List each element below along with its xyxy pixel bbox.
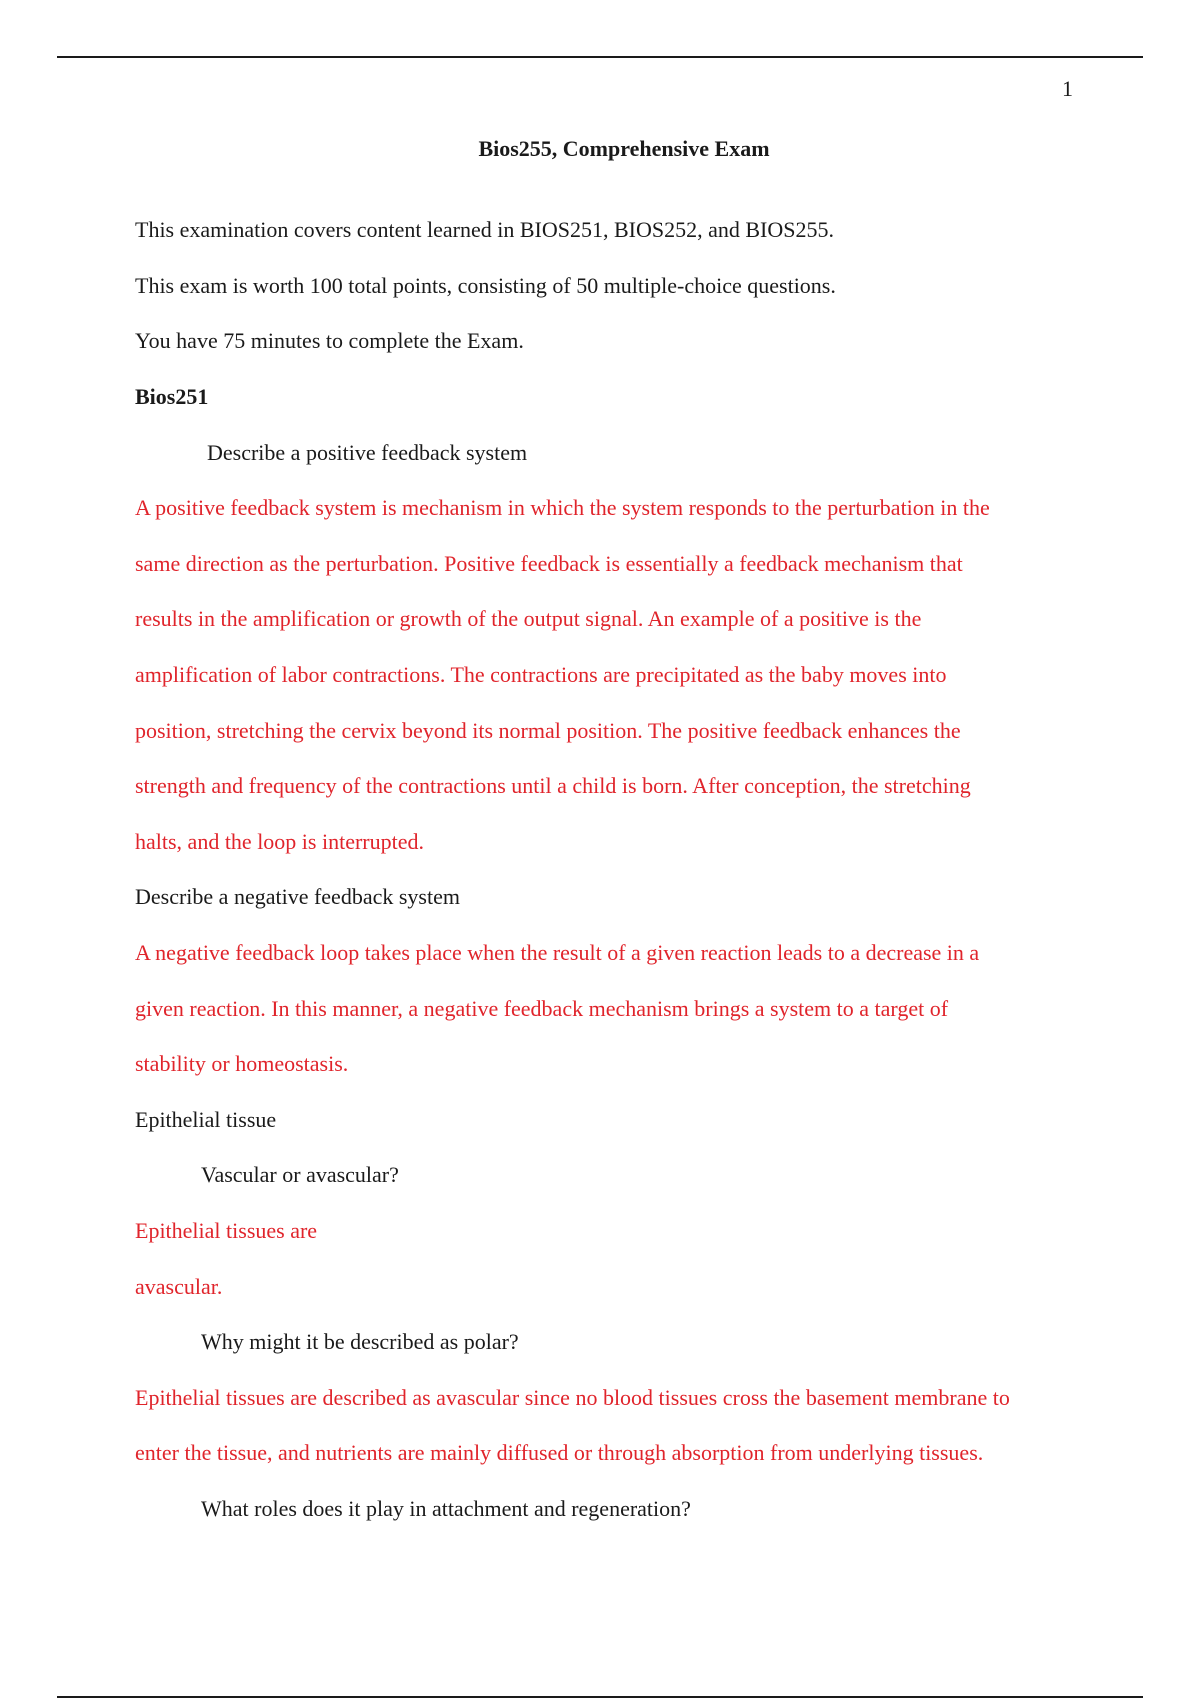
answer-line: enter the tissue, and nutrients are mainly diffused or through absorption from underlying tissues.	[135, 1440, 984, 1465]
answer-line: avascular.	[135, 1274, 223, 1299]
document-title: Bios255, Comprehensive Exam	[478, 136, 770, 161]
question-negative-feedback: Describe a negative feedback system	[135, 884, 460, 909]
question-vascular: Vascular or avascular?	[201, 1162, 399, 1187]
page-number: 1	[1062, 76, 1073, 101]
answer-line: position, stretching the cervix beyond its normal position. The positive feedback enhances the	[135, 718, 961, 743]
answer-line: A positive feedback system is mechanism in which the system responds to the perturbation in the	[135, 495, 990, 520]
answer-line: strength and frequency of the contractions until a child is born. After conception, the stretching	[135, 773, 971, 798]
intro-line-2: This exam is worth 100 total points, consisting of 50 multiple-choice questions.	[135, 273, 836, 298]
answer-line: same direction as the perturbation. Positive feedback is essentially a feedback mechanism that	[135, 551, 963, 576]
intro-line-3: You have 75 minutes to complete the Exam.	[135, 328, 524, 353]
answer-line: amplification of labor contractions. The contractions are precipitated as the baby moves into	[135, 662, 947, 687]
question-polar: Why might it be described as polar?	[201, 1329, 519, 1354]
answer-line: Epithelial tissues are	[135, 1218, 318, 1243]
intro-line-1: This examination covers content learned in BIOS251, BIOS252, and BIOS255.	[135, 217, 835, 242]
footer-rule	[57, 1696, 1143, 1698]
answer-line: given reaction. In this manner, a negative feedback mechanism brings a system to a target of	[135, 996, 949, 1021]
answer-line: halts, and the loop is interrupted.	[135, 829, 424, 854]
section-heading: Bios251	[135, 384, 209, 409]
answer-line: stability or homeostasis.	[135, 1051, 349, 1076]
question-attachment-regeneration: What roles does it play in attachment and regeneration?	[201, 1496, 691, 1521]
answer-line: Epithelial tissues are described as avascular since no blood tissues cross the basement membrane to	[135, 1385, 1010, 1410]
topic-epithelial-tissue: Epithelial tissue	[135, 1107, 277, 1132]
answer-line: results in the amplification or growth of the output signal. An example of a positive is the	[135, 606, 922, 631]
header-rule	[57, 56, 1143, 58]
question-positive-feedback: Describe a positive feedback system	[207, 440, 528, 465]
answer-line: A negative feedback loop takes place when the result of a given reaction leads to a decrease in a	[135, 940, 980, 965]
